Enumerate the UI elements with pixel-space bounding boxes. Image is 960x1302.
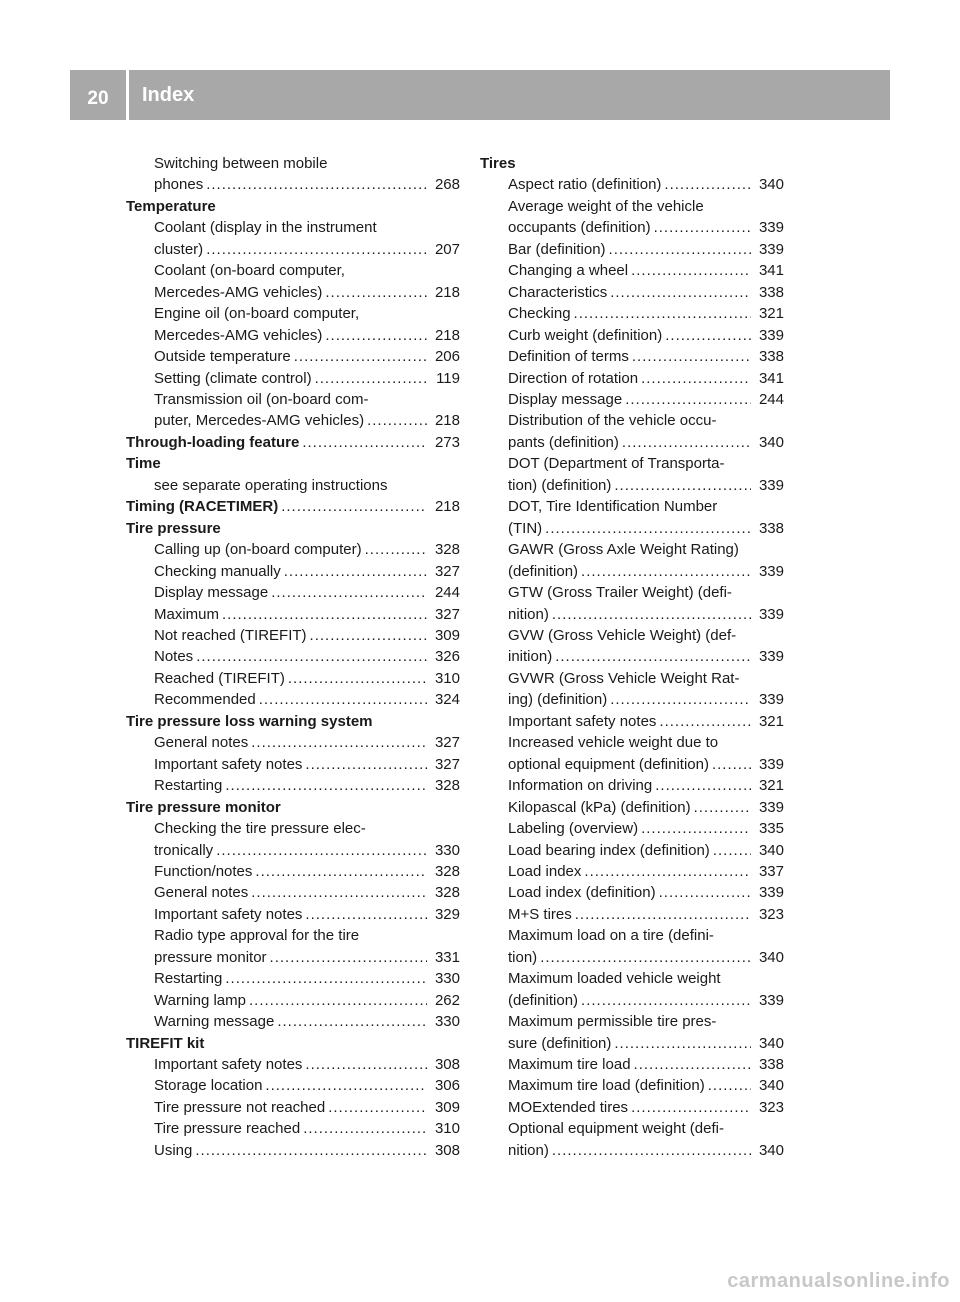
index-entry	[126, 582, 460, 603]
dot-leader	[631, 260, 751, 281]
index-heading: TIREFIT kit	[126, 1034, 205, 1052]
entry-page-number: 328	[434, 884, 460, 902]
index-heading: Time	[126, 455, 161, 473]
entry-page-number: 308	[434, 1141, 460, 1159]
entry-page-number: 327	[434, 734, 460, 752]
dot-leader	[284, 561, 427, 582]
index-subentry-text: GVWR (Gross Vehicle Weight Rat-	[508, 669, 740, 687]
entry-page-number: 339	[758, 240, 784, 258]
index-entry	[480, 818, 784, 839]
dot-leader	[641, 818, 751, 839]
index-entry	[480, 861, 784, 882]
index-entry	[480, 475, 784, 496]
entry-label: Recommended	[154, 691, 256, 709]
dot-leader	[581, 990, 751, 1011]
entry-page-number: 339	[758, 562, 784, 580]
dot-leader	[206, 174, 427, 195]
index-subentry-text: GVW (Gross Vehicle Weight) (def-	[508, 626, 737, 644]
entry-page-number: 310	[434, 669, 460, 687]
index-subentry-text: Increased vehicle weight due to	[508, 734, 719, 752]
index-entry	[126, 775, 460, 796]
dot-leader	[281, 496, 427, 517]
watermark: carmanualsonline.info	[727, 1270, 950, 1292]
entry-label: Important safety notes	[508, 712, 657, 730]
dot-leader	[367, 410, 427, 431]
dot-leader	[555, 646, 751, 667]
dot-leader	[654, 217, 751, 238]
entry-page-number: 339	[758, 648, 784, 666]
entry-label: Notes	[154, 648, 194, 666]
index-entry	[126, 282, 460, 303]
section-title: Index	[142, 83, 195, 106]
dot-leader	[216, 840, 427, 861]
entry-label: Curb weight (definition)	[508, 326, 663, 344]
index-entry	[126, 325, 460, 346]
entry-label: Storage location	[154, 1077, 263, 1095]
entry-page-number: 340	[758, 176, 784, 194]
entry-label: Restarting	[154, 970, 223, 988]
entry-page-number: 338	[758, 519, 784, 537]
entry-label: MOExtended tires	[508, 1098, 629, 1116]
entry-label: Aspect ratio (definition)	[508, 176, 662, 194]
index-subentry-text: Radio type approval for the tire	[154, 927, 360, 945]
index-entry	[480, 754, 784, 775]
entry-label: Checking	[508, 305, 571, 323]
index-entry	[126, 968, 460, 989]
dot-leader	[288, 668, 427, 689]
entry-page-number: 341	[758, 369, 784, 387]
dot-leader	[315, 368, 427, 389]
index-entry	[126, 882, 460, 903]
entry-label: tion)	[508, 948, 538, 966]
dot-leader	[659, 711, 751, 732]
entry-page-number: 218	[434, 326, 460, 344]
index-entry	[126, 1140, 460, 1161]
page-header	[70, 70, 890, 120]
dot-leader	[610, 689, 751, 710]
entry-label: Function/notes	[154, 862, 253, 880]
dot-leader	[708, 1075, 751, 1096]
index-entry	[126, 904, 460, 925]
entry-label: (definition)	[508, 991, 579, 1009]
entry-page-number: 310	[434, 1120, 460, 1138]
entry-label: Information on driving	[508, 777, 653, 795]
entry-page-number: 335	[758, 820, 784, 838]
entry-page-number: 340	[758, 948, 784, 966]
index-subentry-text: Checking the tire pressure elec-	[154, 820, 366, 838]
dot-leader	[294, 346, 427, 367]
entry-label: Warning message	[154, 1013, 275, 1031]
index-entry	[480, 389, 784, 410]
entry-label: Warning lamp	[154, 991, 246, 1009]
entry-page-number: 327	[434, 605, 460, 623]
dot-leader	[365, 539, 427, 560]
entry-page-number: 207	[434, 240, 460, 258]
index-subentry-text: Maximum load on a tire (defini-	[508, 927, 714, 945]
index-entry	[126, 947, 460, 968]
entry-label: Through-loading feature	[126, 433, 300, 451]
dot-leader	[540, 947, 751, 968]
index-entry	[480, 368, 784, 389]
entry-page-number: 321	[758, 712, 784, 730]
index-entry	[480, 239, 784, 260]
dot-leader	[584, 861, 751, 882]
dot-leader	[712, 754, 751, 775]
dot-leader	[310, 625, 427, 646]
index-entry	[126, 990, 460, 1011]
entry-label: Display message	[154, 584, 269, 602]
index-entry	[480, 947, 784, 968]
dot-leader	[305, 754, 427, 775]
entry-label: Outside temperature	[154, 348, 291, 366]
index-entry	[126, 174, 460, 195]
index-subentry-text: Average weight of the vehicle	[508, 197, 704, 215]
index-entry	[126, 1097, 460, 1118]
entry-page-number: 339	[758, 991, 784, 1009]
dot-leader	[251, 882, 427, 903]
index-entry	[480, 518, 784, 539]
index-subentry-text: Switching between mobile	[154, 155, 328, 172]
index-subentry-text: Transmission oil (on-board com-	[154, 390, 369, 408]
dot-leader	[305, 904, 427, 925]
entry-label: Not reached (TIREFIT)	[154, 626, 307, 644]
entry-page-number: 327	[434, 562, 460, 580]
entry-label: nition)	[508, 605, 549, 623]
index-entry	[126, 689, 460, 710]
index-subentry-text: Maximum permissible tire pres-	[508, 1013, 717, 1031]
index-entry	[480, 1075, 784, 1096]
dot-leader	[249, 990, 427, 1011]
entry-page-number: 306	[434, 1077, 460, 1095]
index-entry	[126, 732, 460, 753]
entry-label: Definition of terms	[508, 348, 629, 366]
dot-leader	[552, 1140, 751, 1161]
entry-page-number: 119	[436, 369, 460, 387]
index-entry	[480, 990, 784, 1011]
index-entry	[480, 882, 784, 903]
entry-page-number: 331	[434, 948, 460, 966]
index-entry	[126, 861, 460, 882]
index-entry	[480, 282, 784, 303]
entry-page-number: 339	[758, 476, 784, 494]
entry-label: ing) (definition)	[508, 691, 608, 709]
index-entry	[126, 668, 460, 689]
index-entry	[480, 904, 784, 925]
dot-leader	[610, 282, 751, 303]
entry-page-number: 339	[758, 884, 784, 902]
entry-label: Mercedes-AMG vehicles)	[154, 283, 323, 301]
entry-label: Tire pressure reached	[154, 1120, 301, 1138]
entry-label: Changing a wheel	[508, 262, 629, 280]
index-entry	[480, 260, 784, 281]
entry-page-number: 321	[758, 777, 784, 795]
index-subentry-text: Coolant (on-board computer,	[154, 262, 345, 280]
index-entry	[480, 1140, 784, 1161]
dot-leader	[634, 1054, 751, 1075]
entry-page-number: 339	[758, 219, 784, 237]
dot-leader	[614, 475, 751, 496]
dot-leader	[325, 325, 427, 346]
entry-label: Maximum	[154, 605, 220, 623]
entry-label: occupants (definition)	[508, 219, 651, 237]
dot-leader	[664, 174, 751, 195]
entry-page-number: 330	[434, 970, 460, 988]
index-entry	[126, 539, 460, 560]
entry-page-number: 330	[434, 1013, 460, 1031]
index-entry	[480, 303, 784, 324]
dot-leader	[277, 1011, 427, 1032]
entry-label: Important safety notes	[154, 755, 303, 773]
entry-page-number: 341	[758, 262, 784, 280]
dot-leader	[251, 732, 427, 753]
entry-page-number: 340	[758, 1141, 784, 1159]
entry-page-number: 339	[758, 798, 784, 816]
index-column-left	[126, 153, 460, 1161]
entry-label: M+S tires	[508, 905, 572, 923]
entry-page-number: 273	[434, 433, 460, 451]
entry-label: Important safety notes	[154, 905, 303, 923]
index-entry	[126, 561, 460, 582]
entry-label: Kilopascal (kPa) (definition)	[508, 798, 691, 816]
index-subentry-text: GTW (Gross Trailer Weight) (defi-	[508, 584, 732, 602]
dot-leader	[659, 882, 751, 903]
index-entry	[480, 1097, 784, 1118]
index-subentry-text: DOT, Tire Identification Number	[508, 498, 718, 516]
index-heading: Tire pressure loss warning system	[126, 712, 373, 730]
entry-label: Bar (definition)	[508, 240, 606, 258]
dot-leader	[225, 775, 427, 796]
entry-label: Characteristics	[508, 283, 608, 301]
index-subentry-text: Engine oil (on-board computer,	[154, 305, 360, 323]
entry-label: optional equipment (definition)	[508, 755, 709, 773]
entry-label: pressure monitor	[154, 948, 267, 966]
dot-leader	[641, 368, 751, 389]
dot-leader	[222, 604, 427, 625]
dot-leader	[655, 775, 751, 796]
dot-leader	[665, 325, 751, 346]
index-entry	[480, 1033, 784, 1054]
entry-label: tion) (definition)	[508, 476, 612, 494]
dot-leader	[609, 239, 751, 260]
dot-leader	[206, 239, 427, 260]
index-entry	[480, 217, 784, 238]
entry-page-number: 244	[758, 390, 784, 408]
entry-label: Timing (RACETIMER)	[126, 498, 279, 516]
entry-page-number: 328	[434, 862, 460, 880]
entry-page-number: 338	[758, 348, 784, 366]
index-subentry-text: Coolant (display in the instrument	[154, 219, 377, 237]
entry-page-number: 330	[434, 841, 460, 859]
dot-leader	[255, 861, 427, 882]
index-entry	[480, 346, 784, 367]
index-entry	[126, 346, 460, 367]
entry-label: puter, Mercedes-AMG vehicles)	[154, 412, 365, 430]
dot-leader	[632, 346, 751, 367]
index-entry	[480, 1054, 784, 1075]
entry-label: Maximum tire load (definition)	[508, 1077, 705, 1095]
dot-leader	[713, 840, 751, 861]
entry-label: Calling up (on-board computer)	[154, 541, 362, 559]
index-heading: Tire pressure monitor	[126, 798, 281, 816]
entry-page-number: 328	[434, 541, 460, 559]
index-entry	[126, 646, 460, 667]
index-column-right	[480, 153, 784, 1161]
entry-label: Direction of rotation	[508, 369, 639, 387]
entry-page-number: 339	[758, 755, 784, 773]
entry-label: Using	[154, 1141, 193, 1159]
entry-page-number: 338	[758, 1056, 784, 1074]
entry-page-number: 218	[434, 498, 460, 516]
dot-leader	[225, 968, 427, 989]
entry-label: Reached (TIREFIT)	[154, 669, 285, 687]
entry-label: nition)	[508, 1141, 549, 1159]
dot-leader	[302, 432, 427, 453]
entry-label: Display message	[508, 390, 623, 408]
page-number: 20	[87, 88, 109, 109]
dot-leader	[265, 1075, 427, 1096]
dot-leader	[552, 604, 751, 625]
dot-leader	[271, 582, 427, 603]
entry-page-number: 326	[434, 648, 460, 666]
entry-page-number: 340	[758, 433, 784, 451]
dot-leader	[196, 646, 427, 667]
index-entry	[126, 625, 460, 646]
entry-page-number: 339	[758, 326, 784, 344]
entry-label: Restarting	[154, 777, 223, 795]
index-entry	[480, 561, 784, 582]
entry-page-number: 339	[758, 605, 784, 623]
entry-page-number: 337	[758, 862, 784, 880]
dot-leader	[545, 518, 751, 539]
entry-label: Labeling (overview)	[508, 820, 639, 838]
entry-page-number: 308	[434, 1056, 460, 1074]
entry-label: General notes	[154, 884, 249, 902]
index-entry	[126, 496, 460, 517]
dot-leader	[574, 303, 751, 324]
entry-page-number: 323	[758, 1098, 784, 1116]
dot-leader	[575, 904, 751, 925]
index-entry	[480, 325, 784, 346]
entry-page-number: 340	[758, 1077, 784, 1095]
dot-leader	[625, 389, 751, 410]
entry-label: Setting (climate control)	[154, 369, 312, 387]
dot-leader	[581, 561, 751, 582]
entry-label: (definition)	[508, 562, 579, 580]
dot-leader	[328, 1097, 427, 1118]
index-heading: Temperature	[126, 197, 216, 215]
entry-label: inition)	[508, 648, 553, 666]
index-subentry-text: DOT (Department of Transporta-	[508, 455, 725, 473]
entry-page-number: 309	[434, 1098, 460, 1116]
index-entry	[480, 775, 784, 796]
index-entry	[126, 1011, 460, 1032]
entry-page-number: 218	[434, 283, 460, 301]
entry-page-number: 262	[434, 991, 460, 1009]
entry-page-number: 327	[434, 755, 460, 773]
entry-label: phones	[154, 176, 204, 194]
entry-label: pants (definition)	[508, 433, 619, 451]
dot-leader	[303, 1118, 427, 1139]
entry-label: Mercedes-AMG vehicles)	[154, 326, 323, 344]
index-entry	[480, 432, 784, 453]
entry-page-number: 268	[434, 176, 460, 194]
header-divider	[126, 70, 129, 120]
dot-leader	[305, 1054, 427, 1075]
index-entry	[126, 239, 460, 260]
entry-page-number: 340	[758, 841, 784, 859]
index-subentry-text: GAWR (Gross Axle Weight Rating)	[508, 541, 739, 559]
entry-label: General notes	[154, 734, 249, 752]
dot-leader	[270, 947, 427, 968]
index-subentry-text: Distribution of the vehicle occu-	[508, 412, 717, 430]
entry-label: Load bearing index (definition)	[508, 841, 710, 859]
index-entry	[480, 689, 784, 710]
entry-label: cluster)	[154, 240, 204, 258]
entry-label: Maximum tire load	[508, 1056, 631, 1074]
index-entry	[126, 410, 460, 431]
entry-page-number: 206	[434, 348, 460, 366]
index-heading: Tires	[480, 155, 516, 172]
dot-leader	[259, 689, 427, 710]
index-entry	[126, 604, 460, 625]
entry-page-number: 340	[758, 1034, 784, 1052]
index-heading: Tire pressure	[126, 519, 221, 537]
index-entry	[126, 1075, 460, 1096]
index-entry	[480, 604, 784, 625]
entry-page-number: 329	[434, 905, 460, 923]
entry-page-number: 309	[434, 626, 460, 644]
entry-label: Tire pressure not reached	[154, 1098, 326, 1116]
index-entry	[480, 797, 784, 818]
entry-label: (TIN)	[508, 519, 543, 537]
index-subentry-text: see separate operating instructions	[154, 476, 388, 494]
index-entry	[480, 174, 784, 195]
dot-leader	[622, 432, 751, 453]
index-entry	[126, 754, 460, 775]
entry-page-number: 218	[434, 412, 460, 430]
entry-label: Important safety notes	[154, 1056, 303, 1074]
index-entry	[480, 840, 784, 861]
entry-page-number: 323	[758, 905, 784, 923]
index-entry	[126, 840, 460, 861]
entry-page-number: 321	[758, 305, 784, 323]
dot-leader	[195, 1140, 427, 1161]
dot-leader	[694, 797, 751, 818]
entry-page-number: 339	[758, 691, 784, 709]
entry-label: sure (definition)	[508, 1034, 612, 1052]
entry-label: tronically	[154, 841, 214, 859]
index-subentry-text: Maximum loaded vehicle weight	[508, 970, 721, 988]
dot-leader	[325, 282, 427, 303]
entry-page-number: 324	[434, 691, 460, 709]
index-entry	[126, 1118, 460, 1139]
index-entry	[126, 368, 460, 389]
entry-label: Checking manually	[154, 562, 281, 580]
entry-label: Load index	[508, 862, 582, 880]
index-subentry-text: Optional equipment weight (defi-	[508, 1120, 724, 1138]
entry-page-number: 328	[434, 777, 460, 795]
entry-label: Load index (definition)	[508, 884, 656, 902]
index-entry	[126, 432, 460, 453]
index-entry	[480, 711, 784, 732]
dot-leader	[614, 1033, 751, 1054]
entry-page-number: 244	[434, 584, 460, 602]
dot-leader	[631, 1097, 751, 1118]
index-entry	[126, 1054, 460, 1075]
entry-page-number: 338	[758, 283, 784, 301]
index-entry	[480, 646, 784, 667]
